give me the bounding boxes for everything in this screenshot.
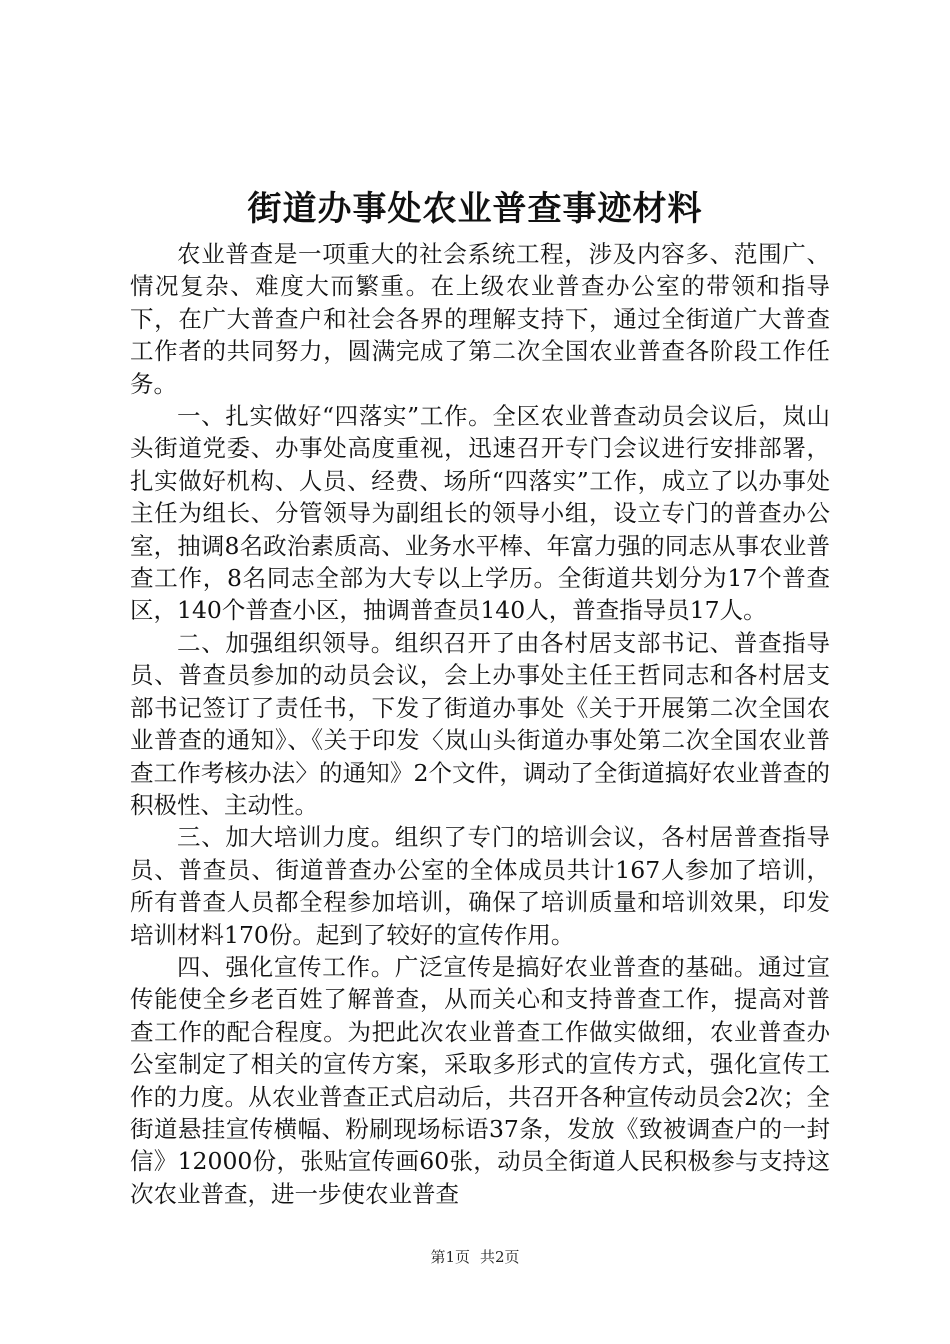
page-footer: [0, 1247, 950, 1267]
section-1-paragraph: 一、扎实做好“四落实”工作。全区农业普查动员会议后，岚山头街道党委、办事处高度重视，迅速召开专门会议进行安排部署，扎实做好机构、人员、经费、场所“四落实”工作，成立了以办事处主任为组长、分管领导为副组长的领导小组，设立专门的普查办公室，抽调8名政治素质高、业务水平棒、年富力强的同志从事农业普查工作，8名同志全部为大专以上学历。全街道共划分为17个普查区，140个普查小区，抽调普查员140人，普查指导员17人。: [130, 402, 830, 625]
page-total: 共2页: [480, 1248, 520, 1266]
intro-paragraph: 农业普查是一项重大的社会系统工程，涉及内容多、范围广、情况复杂、难度大而繁重。在上级农业普查办公室的带领和指导下，在广大普查户和社会各界的理解支持下，通过全街道广大普查工作者的共同努力，圆满完成了第二次全国农业普查各阶段工作任务。: [130, 240, 830, 398]
section-3-paragraph: 三、加大培训力度。组织了专门的培训会议，各村居普查指导员、普查员、街道普查办公室的全体成员共计167人参加了培训，所有普查人员都全程参加培训，确保了培训质量和培训效果，印发培训材料170份。起到了较好的宣传作用。: [130, 823, 830, 949]
section-4-paragraph: 四、强化宣传工作。广泛宣传是搞好农业普查的基础。通过宣传能使全乡老百姓了解普查，从而关心和支持普查工作，提高对普查工作的配合程度。为把此次农业普查工作做实做细，农业普查办公室制定了相关的宣传方案，采取多形式的宣传方式，强化宣传工作的力度。从农业普查正式启动后，共召开各种宣传动员会2次；全街道悬挂宣传横幅、粉刷现场标语37条，发放《致被调查户的一封信》12000份，张贴宣传画60张，动员全街道人民积极参与支持这次农业普查，进一步使农业普查: [130, 952, 830, 1208]
document-body: [130, 238, 830, 1210]
section-2-paragraph: 二、加强组织领导。组织召开了由各村居支部书记、普查指导员、普查员参加的动员会议，会上办事处主任王哲同志和各村居支部书记签订了责任书，下发了街道办事处《关于开展第二次全国农业普查的通知》、《关于印发〈岚山头街道办事处第二次全国农业普查工作考核办法〉的通知》2个文件，调动了全街道搞好农业普查的积极性、主动性。: [130, 628, 830, 819]
document-title: 街道办事处农业普查事迹材料: [247, 189, 703, 229]
page-number: 第1页: [430, 1248, 470, 1266]
